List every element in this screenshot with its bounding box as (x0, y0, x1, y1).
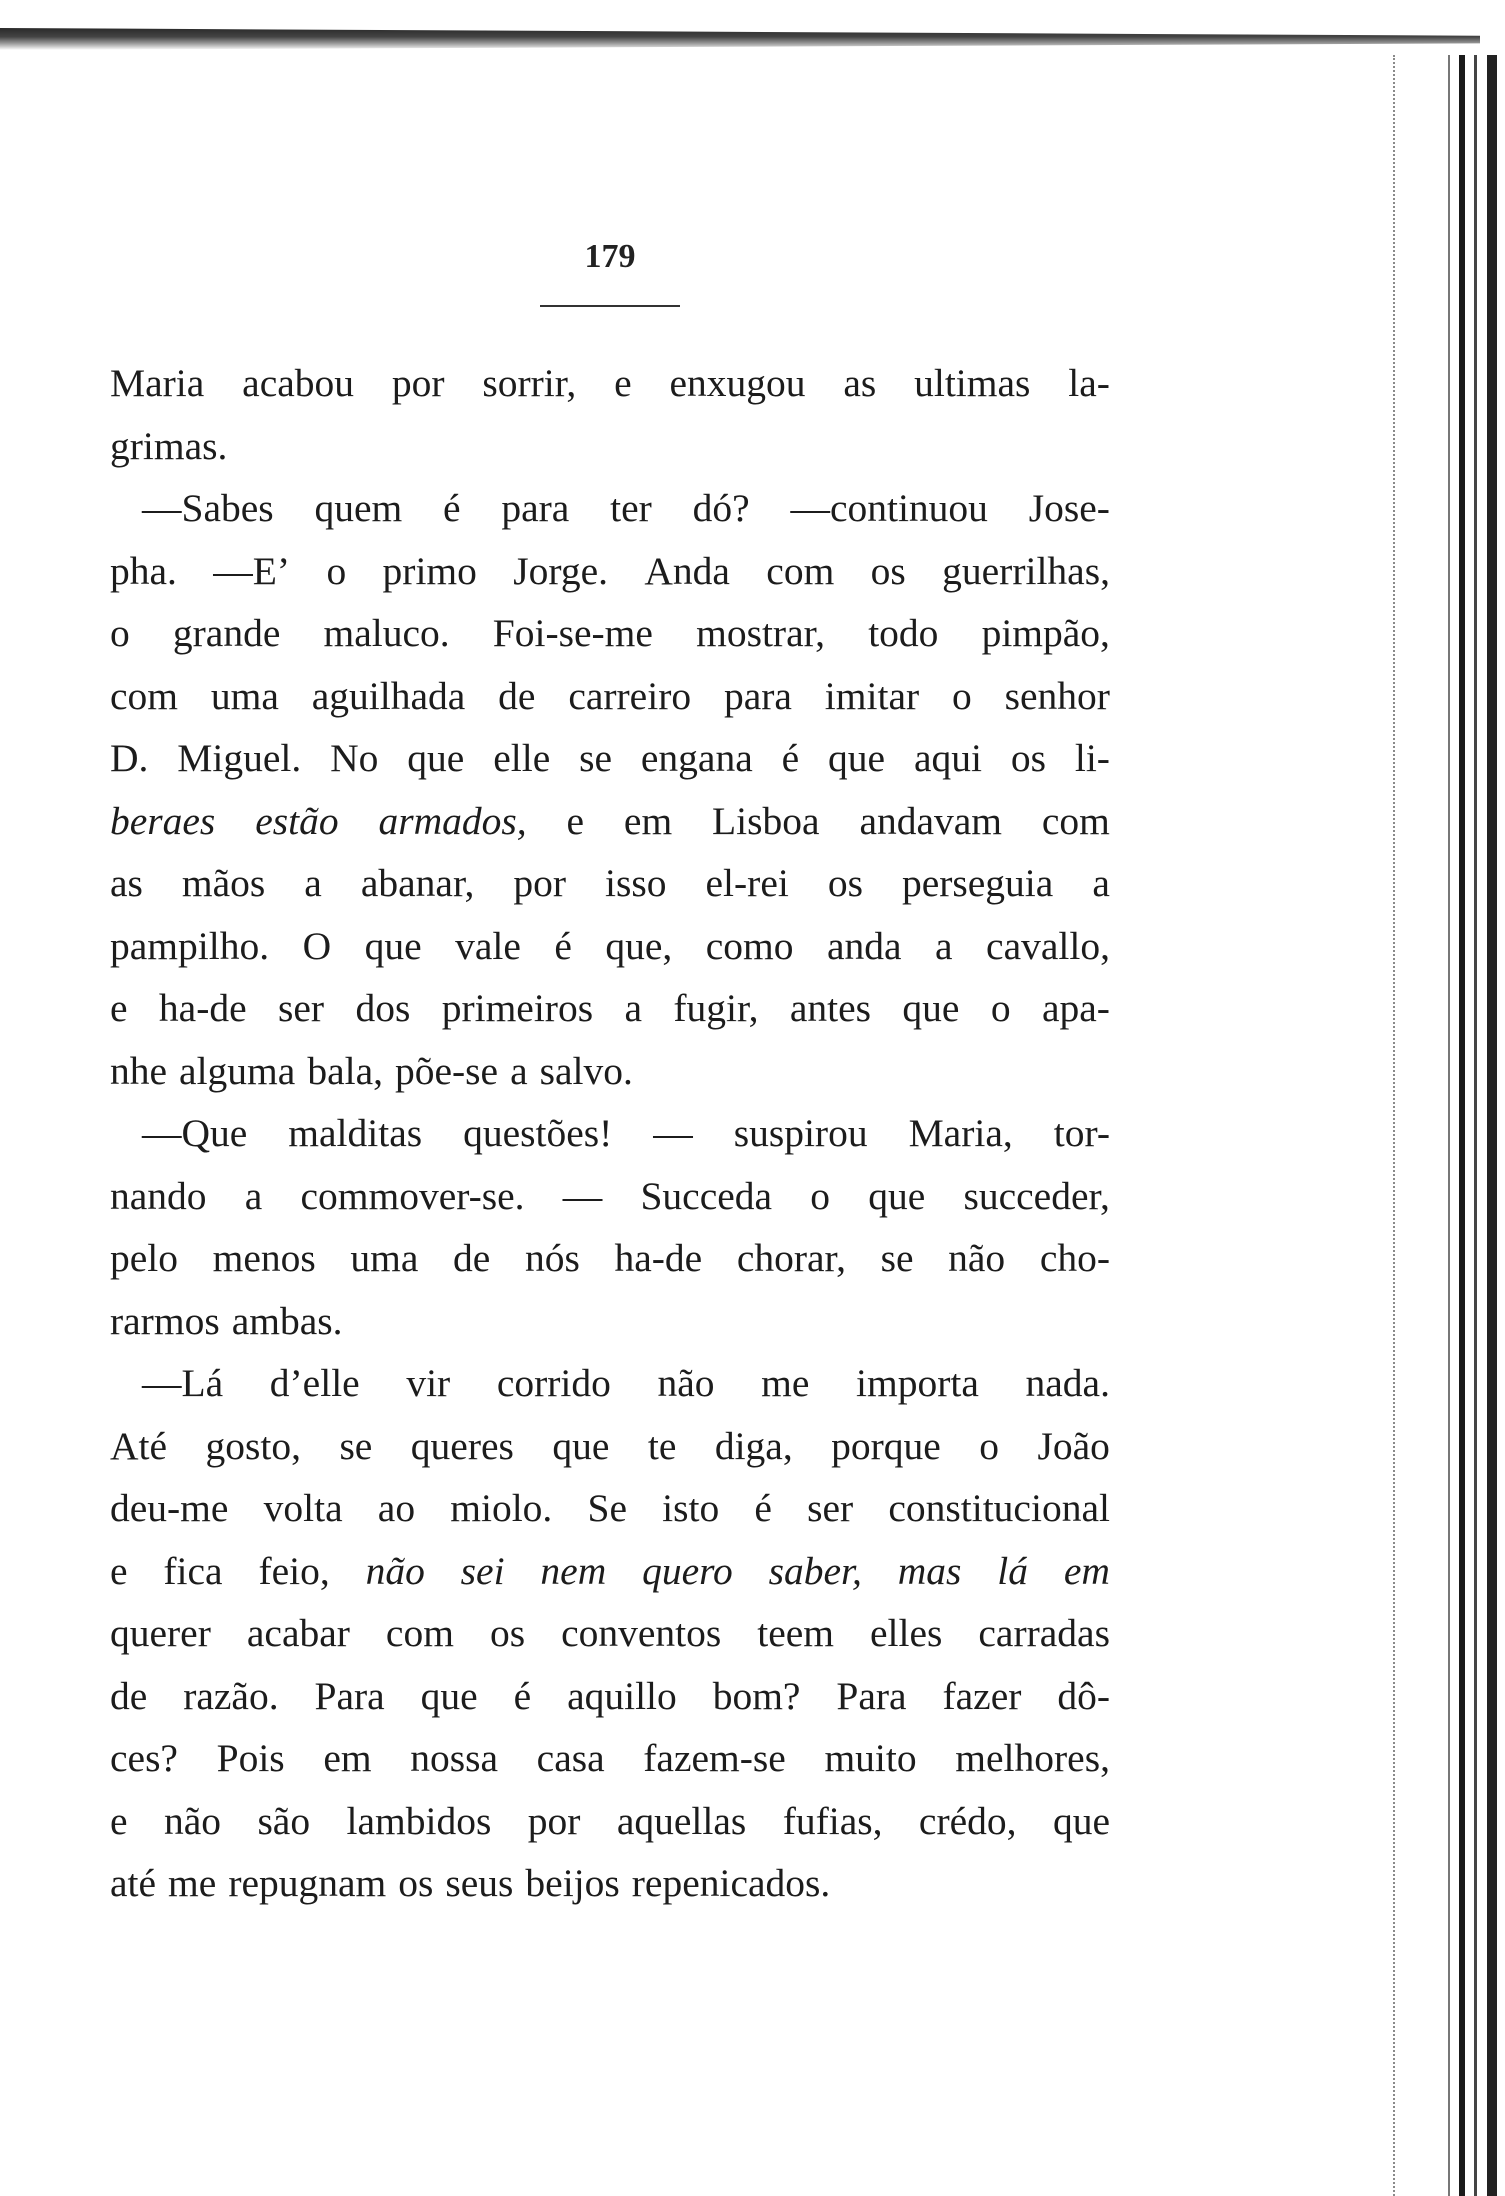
word: feio, (258, 1548, 330, 1593)
word: porque (831, 1423, 941, 1468)
word: me (761, 1361, 810, 1405)
word: e (110, 1798, 128, 1843)
text-line (110, 727, 1110, 790)
word: aquillo (567, 1673, 677, 1718)
word: nossa (410, 1736, 499, 1780)
word: teem (757, 1611, 834, 1655)
text-line (110, 1790, 1110, 1853)
word: não (657, 1361, 715, 1405)
word: mãos (181, 861, 266, 905)
word: por (527, 1798, 581, 1843)
word: quem (314, 486, 403, 530)
word: com (766, 548, 835, 593)
word: que (407, 736, 465, 780)
word: que, (605, 923, 673, 968)
word: fazem-se (643, 1736, 786, 1780)
word: elles (870, 1611, 943, 1655)
word: o (110, 611, 130, 655)
word: seus (445, 1861, 514, 1905)
word: se (579, 736, 613, 780)
text-line (110, 602, 1110, 665)
word: Miguel. (177, 736, 302, 780)
word: maluco. (323, 611, 450, 655)
word: Se (587, 1486, 627, 1530)
word: nós (524, 1236, 580, 1280)
word: queres (410, 1423, 514, 1468)
word: bala, (307, 1048, 383, 1093)
word: anda (826, 923, 902, 968)
word: com (1041, 798, 1110, 843)
word: imitar (824, 673, 920, 718)
word: suspirou (733, 1111, 868, 1155)
word: andavam (859, 798, 1003, 843)
word: mostrar, (696, 611, 826, 655)
word: dó? (692, 486, 750, 530)
word: volta (263, 1486, 343, 1530)
word: perseguia (901, 861, 1054, 905)
word: fazer (942, 1673, 1022, 1718)
word: tor- (1053, 1111, 1110, 1155)
word: estão (255, 798, 339, 843)
text-line (110, 1290, 1110, 1353)
word: bom? (712, 1673, 801, 1718)
word: quero (642, 1548, 733, 1593)
word: todo (868, 611, 939, 655)
page-number-rule (540, 305, 680, 307)
word: são (257, 1798, 311, 1843)
word: os (398, 1861, 434, 1905)
word: o (810, 1173, 831, 1218)
word: d’elle (269, 1361, 360, 1405)
word: muito (824, 1736, 917, 1780)
word: ambas. (231, 1298, 343, 1343)
word: Jose- (1028, 486, 1110, 530)
word: alguma (179, 1048, 296, 1093)
word: conventos (561, 1611, 722, 1655)
text-line (110, 1415, 1110, 1478)
text-line (110, 1165, 1110, 1228)
word: dos (355, 986, 411, 1030)
word: que (868, 1173, 926, 1218)
word: Pois (216, 1736, 285, 1780)
word: ser (807, 1486, 854, 1530)
word: que (1052, 1798, 1110, 1843)
word: mas (897, 1548, 962, 1593)
word: carradas (978, 1611, 1110, 1655)
word: que (828, 736, 886, 780)
word: primo (382, 548, 477, 593)
word: pampilho. (110, 923, 270, 968)
book-binding-edge (1435, 55, 1505, 2196)
word: lá (997, 1548, 1028, 1593)
word: põe-se (394, 1048, 499, 1093)
word: —continuou (790, 486, 988, 530)
word: grimas. (110, 423, 228, 468)
word: ultimas (914, 361, 1031, 405)
word: guerrilhas, (942, 548, 1110, 593)
word: Até (110, 1423, 168, 1468)
word: repenicados. (631, 1861, 831, 1905)
word: como (705, 923, 794, 968)
word: fugir, (673, 986, 759, 1030)
word: aguilhada (311, 673, 466, 718)
word: sei (460, 1548, 505, 1593)
word: Para (836, 1673, 907, 1718)
word: li- (1074, 736, 1110, 780)
word: Maria (110, 361, 205, 405)
body-text (110, 352, 1110, 1915)
word: salvo. (539, 1048, 633, 1093)
word: chorar, (736, 1236, 846, 1280)
binding-line (1474, 55, 1477, 2196)
word: é (513, 1673, 532, 1718)
word: dô- (1057, 1673, 1110, 1718)
word: razão. (183, 1673, 279, 1718)
word: constitucional (888, 1486, 1110, 1530)
word: em (623, 798, 673, 843)
word: nando (110, 1173, 207, 1218)
text-line (110, 852, 1110, 915)
word: Foi-se-me (492, 611, 653, 655)
word: questões! (463, 1111, 613, 1155)
word: commover-se. (300, 1173, 525, 1218)
text-line (110, 1227, 1110, 1290)
word: ces? (110, 1736, 178, 1780)
word: —Lá (142, 1361, 224, 1405)
word: João (1037, 1423, 1110, 1468)
word: beraes (110, 798, 216, 843)
word: o (979, 1423, 1000, 1468)
text-line (110, 352, 1110, 415)
word: em (323, 1736, 372, 1780)
text-line (110, 915, 1110, 978)
word: saber, (768, 1548, 862, 1593)
word: com (385, 1611, 454, 1655)
word: beijos (525, 1861, 620, 1905)
binding-line (1459, 55, 1465, 2196)
scan-top-edge (0, 28, 1480, 50)
word: me (168, 1861, 217, 1905)
word: é (443, 486, 461, 530)
word: de (498, 673, 536, 718)
word: ha-de (158, 986, 247, 1030)
word: em (1063, 1548, 1110, 1593)
word: aquellas (616, 1798, 747, 1843)
word: — (653, 1111, 693, 1155)
word: Anda (644, 548, 730, 593)
page-fold-edge (1379, 55, 1395, 2196)
word: o (990, 986, 1011, 1030)
word: —Que (142, 1111, 248, 1155)
word: até (110, 1861, 157, 1905)
text-line (110, 1602, 1110, 1665)
word: Succeda (640, 1173, 773, 1218)
word: —Sabes (142, 486, 274, 530)
word: os (489, 1611, 526, 1655)
word: ao (377, 1486, 416, 1530)
word: fica (163, 1548, 223, 1593)
text-line (110, 1477, 1110, 1540)
word: ter (610, 486, 652, 530)
word: — (562, 1173, 603, 1218)
word: a (244, 1173, 263, 1218)
word: No (330, 736, 379, 780)
word: uma (350, 1236, 419, 1280)
word: miolo. (450, 1486, 553, 1530)
word: vale (455, 923, 521, 968)
word: para (501, 486, 570, 530)
word: te (647, 1423, 677, 1468)
text-line (110, 977, 1110, 1040)
word: se (880, 1236, 914, 1280)
word: as (843, 361, 877, 405)
word: é (554, 923, 572, 968)
word: casa (536, 1736, 605, 1780)
word: Maria, (908, 1111, 1013, 1155)
word: aqui (913, 736, 982, 780)
word: é (781, 736, 800, 780)
word: por (513, 861, 567, 905)
word: diga, (714, 1423, 793, 1468)
word: ha-de (614, 1236, 703, 1280)
text-line (110, 1665, 1110, 1728)
word: isto (662, 1486, 720, 1530)
word: senhor (1004, 673, 1110, 718)
word: uma (210, 673, 279, 718)
word: la- (1068, 361, 1110, 405)
word: menos (212, 1236, 316, 1280)
word: el-rei (705, 861, 789, 905)
word: corrido (496, 1361, 611, 1405)
word: armados, (378, 798, 527, 843)
word: Jorge. (513, 548, 608, 593)
word: os (827, 861, 863, 905)
word: que (420, 1673, 478, 1718)
text-line (110, 1852, 1110, 1915)
binding-line (1448, 55, 1450, 2196)
word: que (902, 986, 960, 1030)
word: repugnam (228, 1861, 387, 1905)
word: carreiro (568, 673, 692, 718)
word: os (1010, 736, 1046, 780)
word: abanar, (360, 861, 475, 905)
word: de (110, 1673, 148, 1718)
word: querer (110, 1611, 211, 1655)
word: não (365, 1548, 425, 1593)
word: Para (314, 1673, 385, 1718)
word: primeiros (441, 986, 594, 1030)
word: D. (110, 736, 149, 780)
text-line (110, 1540, 1110, 1603)
word: nem (540, 1548, 607, 1593)
word: de (453, 1236, 491, 1280)
word: as (110, 861, 143, 905)
word: e (110, 1548, 128, 1593)
word: importa (856, 1361, 979, 1405)
word: com (110, 673, 179, 718)
word: acabar (246, 1611, 350, 1655)
text-line (110, 1352, 1110, 1415)
word: para (723, 673, 792, 718)
word: pelo (110, 1236, 179, 1280)
word: e (614, 361, 632, 405)
word: acabou (242, 361, 355, 405)
word: deu-me (110, 1486, 229, 1530)
word: sorrir, (482, 361, 577, 405)
text-line (110, 1102, 1110, 1165)
word: enxugou (669, 361, 806, 405)
word: —E’ (213, 548, 291, 593)
text-line (110, 1727, 1110, 1790)
word: que (364, 923, 422, 968)
text-line (110, 790, 1110, 853)
word: nada. (1025, 1361, 1110, 1405)
word: lambidos (346, 1798, 492, 1843)
word: nhe (110, 1048, 168, 1093)
word: engana (640, 736, 753, 780)
word: grande (172, 611, 281, 655)
word: apa- (1041, 986, 1110, 1030)
word: pimpão, (981, 611, 1110, 655)
text-line (110, 665, 1110, 728)
word: gosto, (205, 1423, 301, 1468)
word: crédo, (918, 1798, 1017, 1843)
binding-line (1487, 55, 1497, 2196)
word: a (624, 986, 643, 1030)
word: antes (789, 986, 872, 1030)
text-line (110, 477, 1110, 540)
word: é (754, 1486, 772, 1530)
word: succeder, (963, 1173, 1110, 1218)
word: pha. (110, 548, 177, 593)
text-line (110, 540, 1110, 603)
word: malditas (288, 1111, 423, 1155)
word: não (948, 1236, 1006, 1280)
word: O (302, 923, 332, 968)
word: os (870, 548, 906, 593)
word: por (391, 361, 445, 405)
word: cavallo, (986, 923, 1110, 968)
word: isso (605, 861, 667, 905)
word: se (339, 1423, 373, 1468)
word: elle (493, 736, 551, 780)
text-line (110, 415, 1110, 478)
word: ser (278, 986, 325, 1030)
word: a (935, 923, 953, 968)
word: fufias, (782, 1798, 883, 1843)
word: o (952, 673, 972, 718)
word: melhores, (955, 1736, 1110, 1780)
word: a (1092, 861, 1110, 905)
text-line (110, 1040, 1110, 1103)
word: e (566, 798, 585, 843)
page-number: 179 (584, 238, 636, 275)
word: e (110, 986, 128, 1030)
word: rarmos (110, 1298, 220, 1343)
word: cho- (1039, 1236, 1110, 1280)
word: Lisboa (712, 798, 820, 843)
word: a (510, 1048, 528, 1093)
word: não (163, 1798, 222, 1843)
word: o (326, 548, 347, 593)
word: vir (406, 1361, 451, 1405)
word: a (304, 861, 322, 905)
word: que (552, 1423, 610, 1468)
